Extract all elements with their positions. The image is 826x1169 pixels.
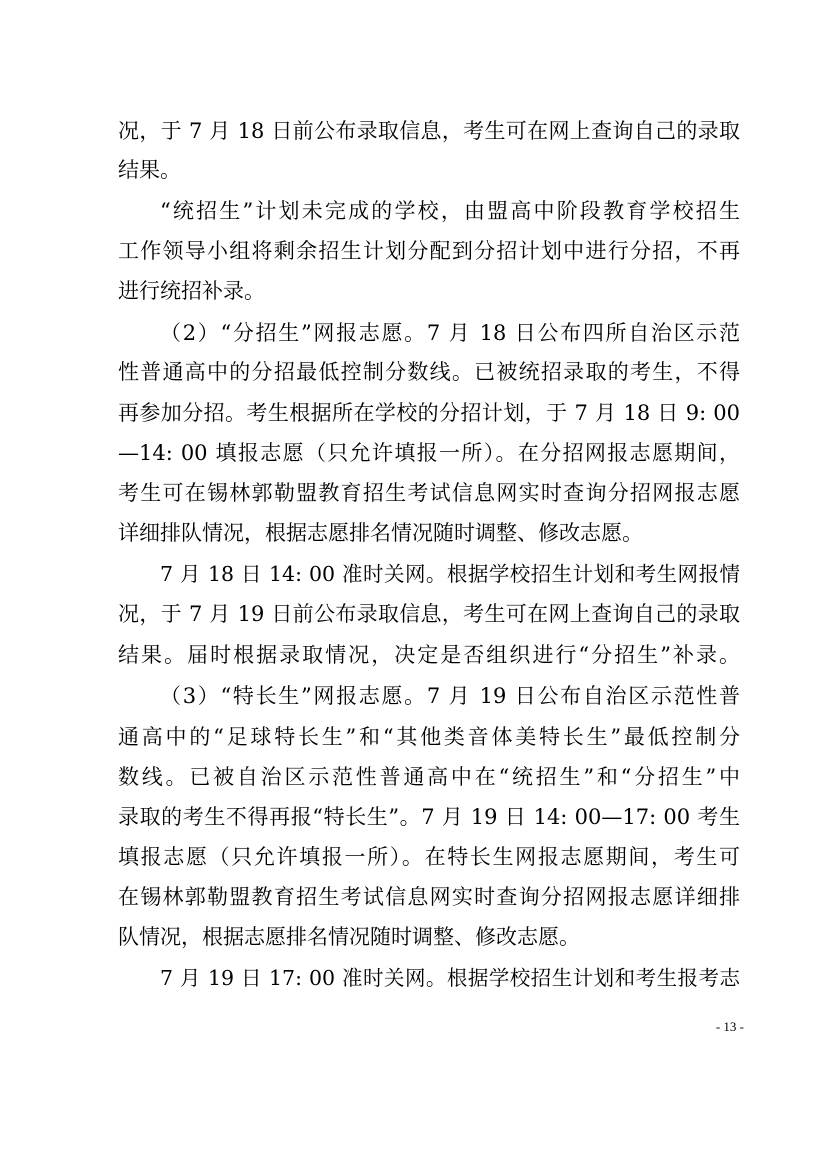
text-line: 再参加分招。考生根据所在学校的分招计划，于 7 月 18 日 9: 00 (118, 401, 740, 425)
text-line: 况，于 7 月 18 日前公布录取信息，考生可在网上查询自己的录取 (118, 119, 740, 143)
text-line: 通高中的“足球特长生”和“其他类音体美特长生”最低控制分 (118, 725, 740, 749)
text-line: 性普通高中的分招最低控制分数线。已被统招录取的考生，不得 (118, 360, 740, 384)
text-line: （2）“分招生”网报志愿。7 月 18 日公布四所自治区示范 (160, 321, 740, 345)
text-line: 工作领导小组将剩余招生计划分配到分招计划中进行分招，不再 (118, 239, 740, 263)
text-line: 数线。已被自治区示范性普通高中在“统招生”和“分招生”中 (118, 765, 740, 789)
text-line: 考生可在锡林郭勒盟教育招生考试信息网实时查询分招网报志愿 (118, 481, 740, 505)
page-number: - 13 - (715, 1019, 744, 1034)
text-line: 在锡林郭勒盟教育招生考试信息网实时查询分招网报志愿详细排 (118, 885, 740, 909)
text-line: 详细排队情况，根据志愿排名情况随时调整、修改志愿。 (118, 521, 643, 545)
text-line: —14: 00 填报志愿（只允许填报一所）。在分招网报志愿期间， (118, 441, 740, 465)
text-line: 结果。 (118, 158, 181, 182)
text-line: 进行统招补录。 (118, 279, 265, 303)
text-line: 况，于 7 月 19 日前公布录取信息，考生可在网上查询自己的录取 (118, 602, 740, 626)
text-line: 队情况，根据志愿排名情况随时调整、修改志愿。 (118, 925, 580, 949)
text-line: 录取的考生不得再报“特长生”。7 月 19 日 14: 00—17: 00 考生 (118, 805, 740, 829)
text-line: “统招生”计划未完成的学校，由盟高中阶段教育学校招生 (160, 199, 740, 223)
text-line: 填报志愿（只允许填报一所）。在特长生网报志愿期间，考生可 (118, 845, 740, 869)
text-line: 7 月 19 日 17: 00 准时关网。根据学校招生计划和考生报考志 (160, 966, 740, 990)
text-line: 7 月 18 日 14: 00 准时关网。根据学校招生计划和考生网报情 (160, 562, 740, 586)
text-line: （3）“特长生”网报志愿。7 月 19 日公布自治区示范性普 (160, 684, 740, 708)
text-line: 结果。届时根据录取情况，决定是否组织进行“分招生”补录。 (118, 643, 740, 667)
